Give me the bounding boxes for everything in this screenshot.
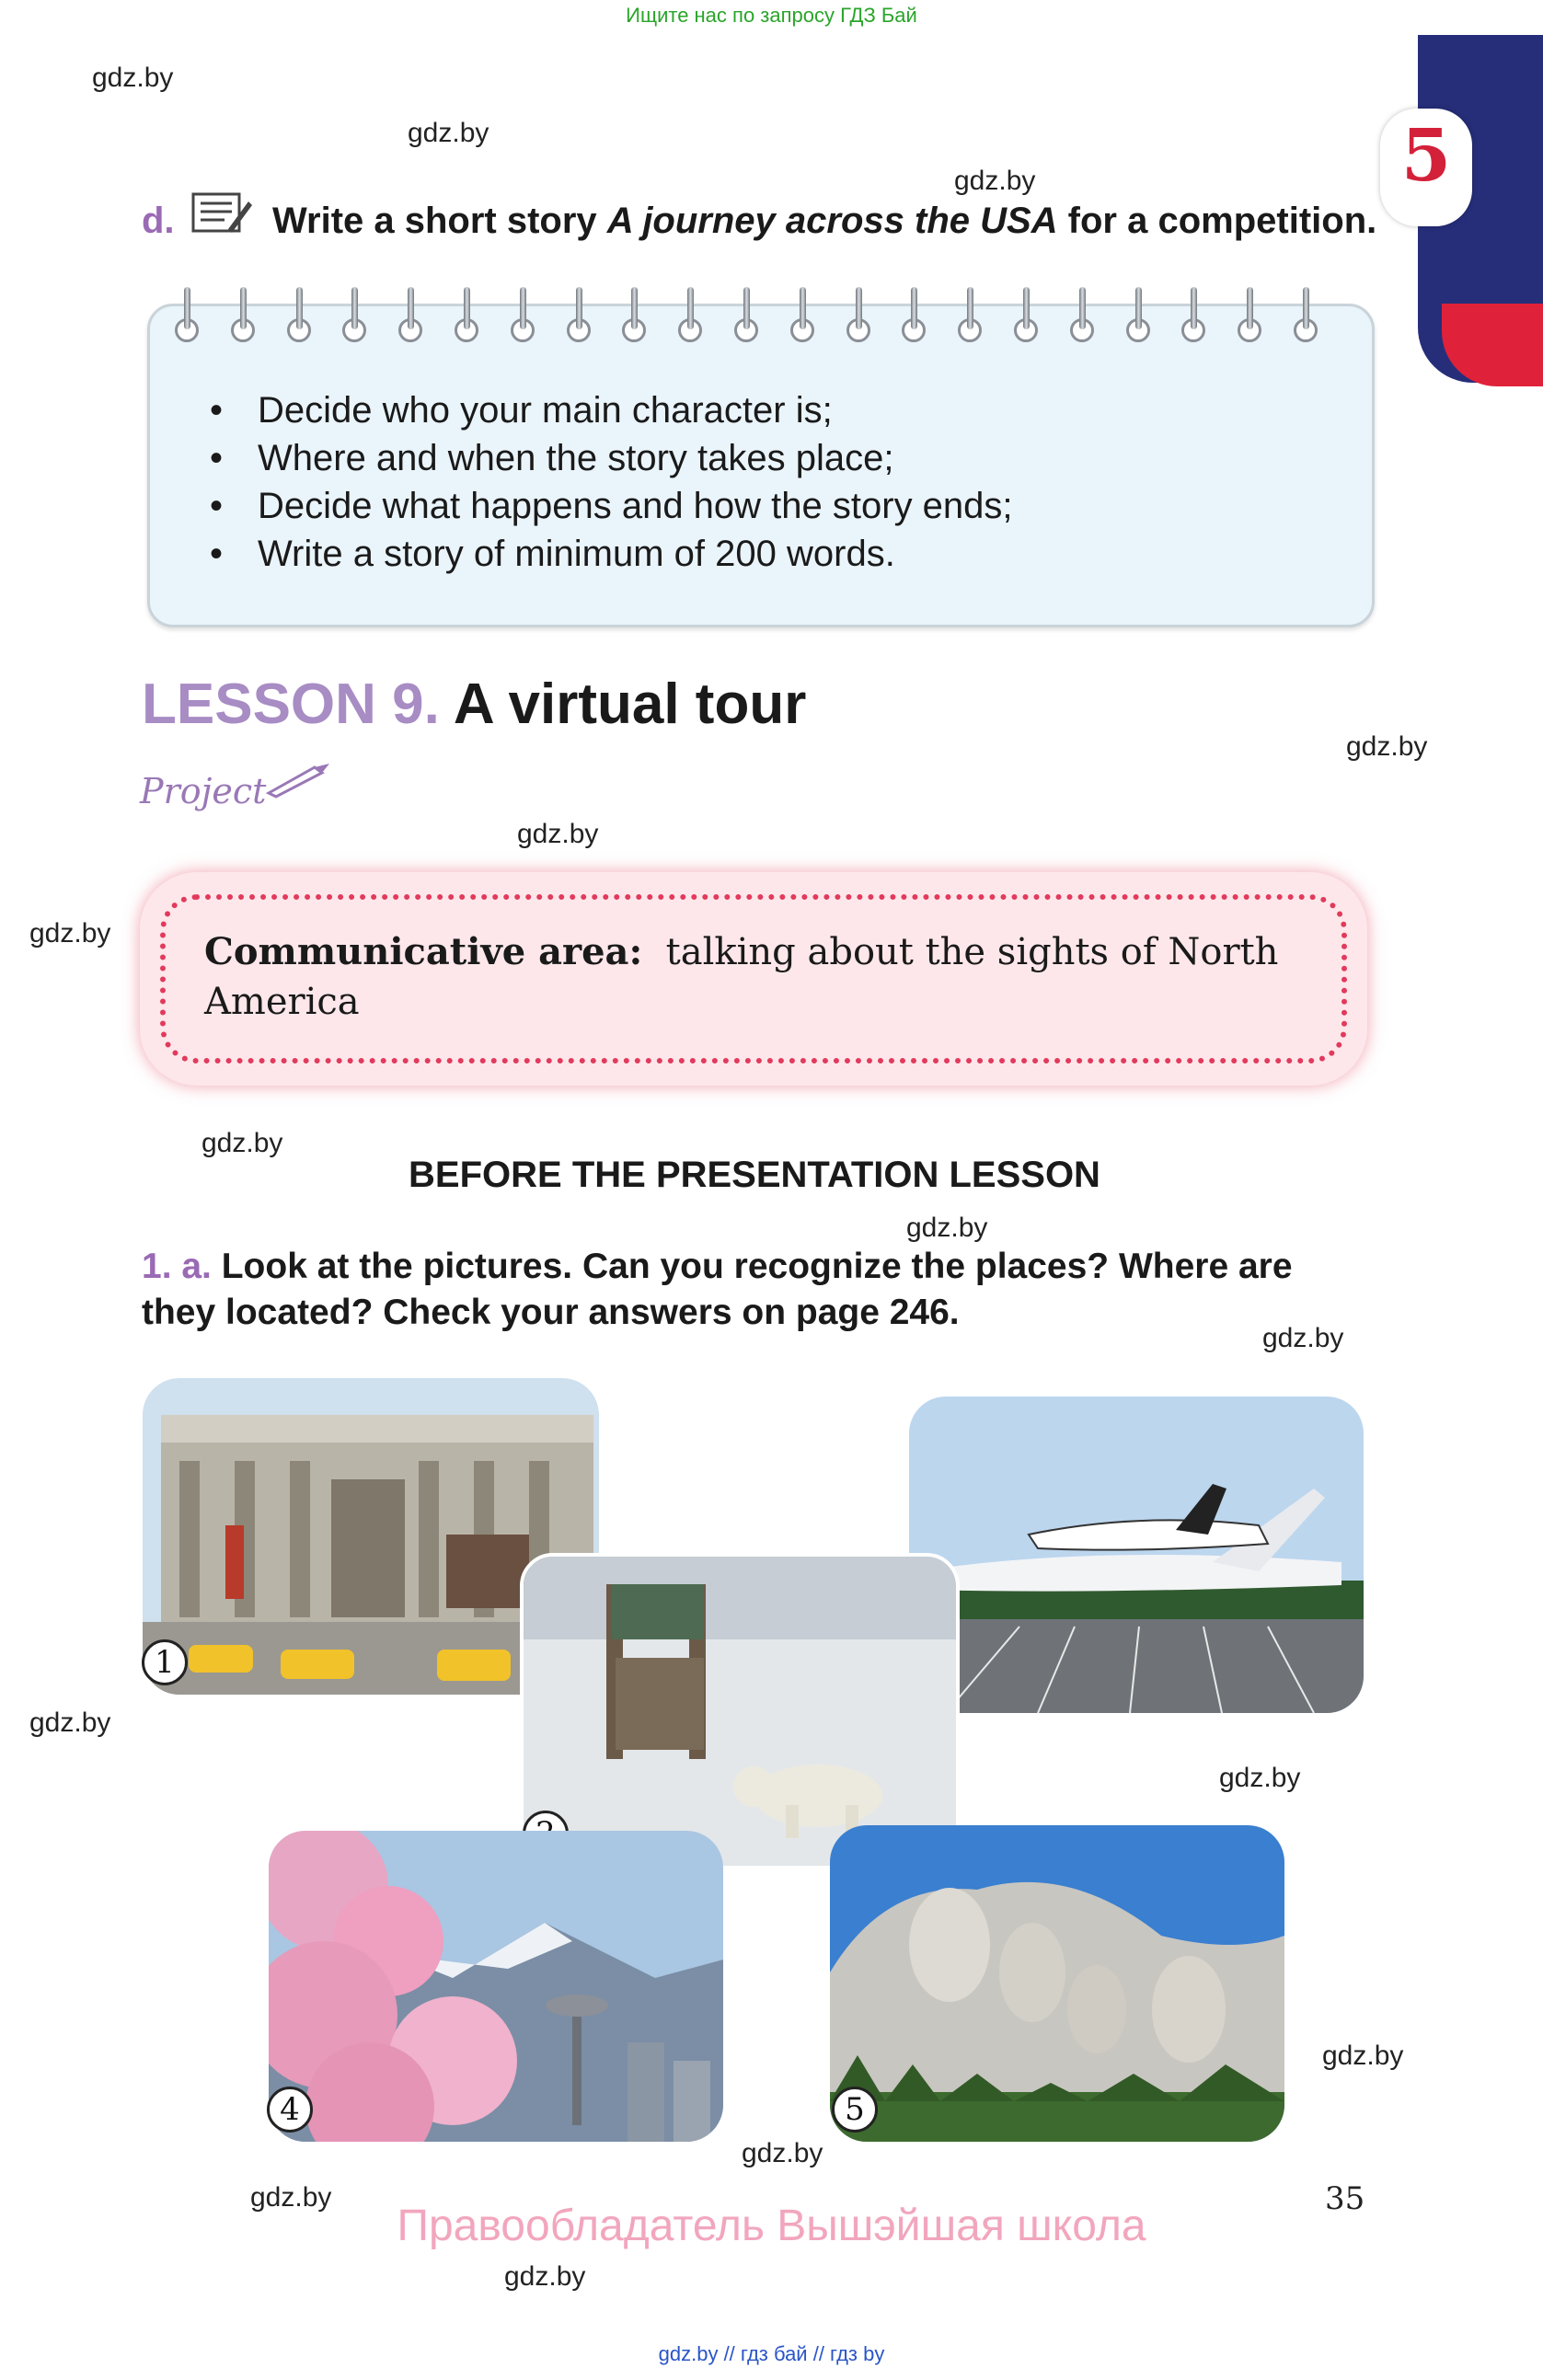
watermark: gdz.by — [1219, 1763, 1301, 1793]
ring-wire — [1191, 287, 1197, 329]
ring-wire — [576, 287, 582, 329]
story-title: A journey across the USA — [606, 201, 1058, 241]
spiral-ring — [1070, 287, 1098, 351]
lesson-title: A virtual tour — [453, 673, 807, 736]
ring-wire — [184, 287, 190, 329]
ring-wire — [408, 287, 414, 329]
list-item: • Decide what happens and how the story ends; — [210, 482, 1013, 530]
watermark: gdz.by — [1346, 731, 1428, 762]
photo-space-shuttle — [909, 1397, 1364, 1713]
watermark: gdz.by — [517, 819, 599, 849]
ring-wire — [967, 287, 973, 329]
copyright-notice: Правообладатель Вышэйшая школа — [397, 2202, 1146, 2250]
spiral-ring — [511, 287, 538, 351]
spiral-ring — [846, 287, 874, 351]
ring-wire — [296, 287, 303, 329]
bottom-links: gdz.by // гдз бай // гдз by — [658, 2342, 885, 2365]
communicative-description: talking about the sights of North America — [204, 931, 1279, 1023]
communicative-label: Communicative area: — [204, 930, 643, 973]
spiral-ring — [342, 287, 370, 351]
spiral-ring — [1126, 287, 1154, 351]
spiral-ring — [398, 287, 426, 351]
exercise-text: Look at the pictures. Can you recognize the places? Where are they located? Check your answers on page 246. — [142, 1247, 1293, 1332]
task-letter: d. — [142, 201, 175, 241]
spiral-ring — [734, 287, 762, 351]
list-item: • Write a story of minimum of 200 words. — [210, 530, 1013, 578]
ring-wire — [464, 287, 470, 329]
spiral-ring — [622, 287, 650, 351]
watermark: gdz.by — [29, 918, 111, 949]
ring-wire — [520, 287, 526, 329]
spiral-ring — [678, 287, 706, 351]
lesson-heading — [142, 672, 806, 737]
task-title-start: Write a short story — [272, 201, 607, 241]
ring-wire — [856, 287, 862, 329]
spiral-ring — [790, 287, 818, 351]
photo-polar-bear — [520, 1553, 960, 1869]
ring-wire — [743, 287, 750, 329]
ring-wire — [1303, 287, 1309, 329]
watermark: gdz.by — [504, 2261, 586, 2292]
watermark: gdz.by — [408, 118, 489, 148]
ring-wire — [351, 287, 358, 329]
ring-wire — [240, 287, 247, 329]
writing-pad-icon — [191, 189, 254, 235]
ring-wire — [1135, 287, 1142, 329]
photo-number-badge: 1 — [142, 1639, 188, 1685]
watermark: gdz.by — [202, 1128, 283, 1158]
ring-wire — [911, 287, 917, 329]
vancouver-image — [269, 1831, 723, 2142]
spiral-ring — [175, 287, 202, 351]
list-item: • Decide who your main character is; — [210, 386, 1013, 434]
spiral-ring — [902, 287, 929, 351]
section-heading: BEFORE THE PRESENTATION LESSON — [409, 1155, 1100, 1195]
ring-wire — [631, 287, 638, 329]
watermark: gdz.by — [906, 1213, 988, 1243]
spiral-ring — [1294, 287, 1321, 351]
exercise-1a — [142, 1244, 1375, 1336]
communicative-area-text — [204, 927, 1336, 1027]
rushmore-image — [830, 1825, 1284, 2142]
spiral-ring — [567, 287, 594, 351]
spiral-ring — [287, 287, 315, 351]
exercise-label: 1. a. — [142, 1247, 212, 1286]
task-title-end: for a competition. — [1057, 201, 1377, 241]
lesson-number: LESSON 9. — [142, 673, 440, 736]
watermark: gdz.by — [742, 2138, 823, 2168]
ring-wire — [1079, 287, 1086, 329]
spiral-ring — [455, 287, 482, 351]
project-label: Project — [140, 771, 267, 811]
notepad-rings — [175, 287, 1334, 351]
ring-wire — [1247, 287, 1253, 329]
ring-wire — [800, 287, 806, 329]
watermark: gdz.by — [92, 63, 174, 93]
watermark: gdz.by — [29, 1707, 111, 1738]
watermark: gdz.by — [954, 166, 1036, 196]
watermark: gdz.by — [250, 2182, 332, 2213]
spiral-ring — [958, 287, 985, 351]
unit-number: 5 — [1400, 114, 1452, 198]
spiral-ring — [1238, 287, 1265, 351]
shuttle-image — [909, 1397, 1364, 1713]
photo-mount-rushmore — [830, 1825, 1284, 2142]
spiral-ring — [231, 287, 259, 351]
ring-wire — [687, 287, 694, 329]
spiral-ring — [1014, 287, 1042, 351]
task-title — [272, 201, 1376, 242]
ring-wire — [1023, 287, 1030, 329]
watermark: gdz.by — [1262, 1323, 1344, 1353]
top-notice: Ищите нас по запросу ГДЗ Бай — [626, 4, 917, 27]
photo-number-badge: 5 — [832, 2087, 878, 2133]
pen-icon — [263, 762, 337, 799]
photo-vancouver — [269, 1831, 723, 2142]
photo-number-badge: 4 — [267, 2087, 313, 2133]
watermark: gdz.by — [1322, 2041, 1404, 2071]
notepad-list — [210, 386, 1013, 578]
spiral-ring — [1181, 287, 1209, 351]
list-item: • Where and when the story takes place; — [210, 434, 1013, 482]
page-number: 35 — [1325, 2180, 1365, 2217]
polar-bear-image — [524, 1557, 956, 1866]
